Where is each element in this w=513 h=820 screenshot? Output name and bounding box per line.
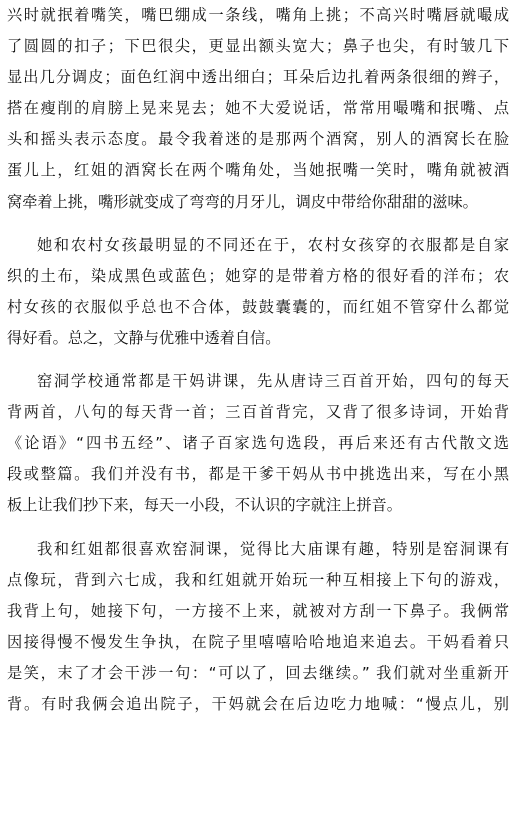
text-line: 她和农村女孩最明显的不同还在于，农村女孩穿的衣服都是自家 [37,235,509,254]
text-line: 村女孩的衣服似乎总也不合体，鼓鼓囊囊的，而红姐不管穿什么都觉 [7,297,509,316]
paragraph [7,230,509,354]
text-line: 窝牵着上挑，嘴形就变成了弯弯的月牙儿，调皮中带给你甜甜的滋味。 [7,192,478,211]
text-line: 兴时就抿着嘴笑，嘴巴绷成一条线，嘴角上挑；不高兴时嘴唇就嘬成 [7,6,509,24]
text-line: 蛋儿上，红姐的酒窝长在两个嘴角处，当她抿嘴一笑时，嘴角就被酒 [7,161,509,180]
paragraph-spacing [7,522,509,534]
text-line: 点像玩，背到六七成，我和红姐就开始玩一种互相接上下句的游戏， [7,570,509,589]
paragraph [7,534,509,721]
text-line: 段或整篇。我们并没有书，都是干爹干妈从书中挑选出来，写在小黑 [7,465,509,484]
text-line: 是笑，末了才会干涉一句：“可以了，回去继续。” 我们就对坐重新开 [7,663,509,682]
text-line: 背。有时我俩会追出院子，干妈就会在后边吃力地喊：“慢点儿，别 [7,694,509,713]
paragraph [7,366,509,521]
text-line: 因接得慢不慢发生争执，在院子里嘻嘻哈哈地追来追去。干妈看着只 [7,632,509,651]
text-line: 《论语》“四书五经”、诸子百家选句选段，再后来还有古代散文选 [7,434,509,453]
text-line: 织的土布，染成黑色或蓝色；她穿的是带着方格的很好看的洋布；农 [7,266,509,285]
text-line: 窑洞学校通常都是干妈讲课，先从唐诗三百首开始，四句的每天 [37,372,509,391]
paragraph-spacing [7,354,509,366]
document-page [7,0,509,720]
text-line: 板上让我们抄下来，每天一小段，不认识的字就注上拼音。 [7,496,402,515]
text-line: 背两首，八句的每天背一首；三百首背完，又背了很多诗词，开始背 [7,403,509,422]
text-line: 我和红姐都很喜欢窑洞课，觉得比大庙课有趣，特别是窑洞课有 [37,539,509,558]
text-line: 搭在瘦削的肩膀上晃来晃去；她不大爱说话，常常用嘬嘴和抿嘴、点 [7,99,509,118]
text-line: 了圆圆的扣子；下巴很尖，更显出额头宽大；鼻子也尖，有时皱几下 [7,37,509,56]
paragraph-spacing [7,218,509,230]
text-line: 我背上句，她接下句，一方接不上来，就被对方刮一下鼻子。我俩常 [7,601,509,620]
text-line: 显出几分调皮；面色红润中透出细白；耳朵后边扎着两条很细的辫子， [7,68,509,87]
paragraph [7,0,509,218]
text-line: 头和摇头表示态度。最令我着迷的是那两个酒窝，别人的酒窝长在脸 [7,130,509,149]
text-line: 得好看。总之，文静与优雅中透着自信。 [7,328,281,347]
